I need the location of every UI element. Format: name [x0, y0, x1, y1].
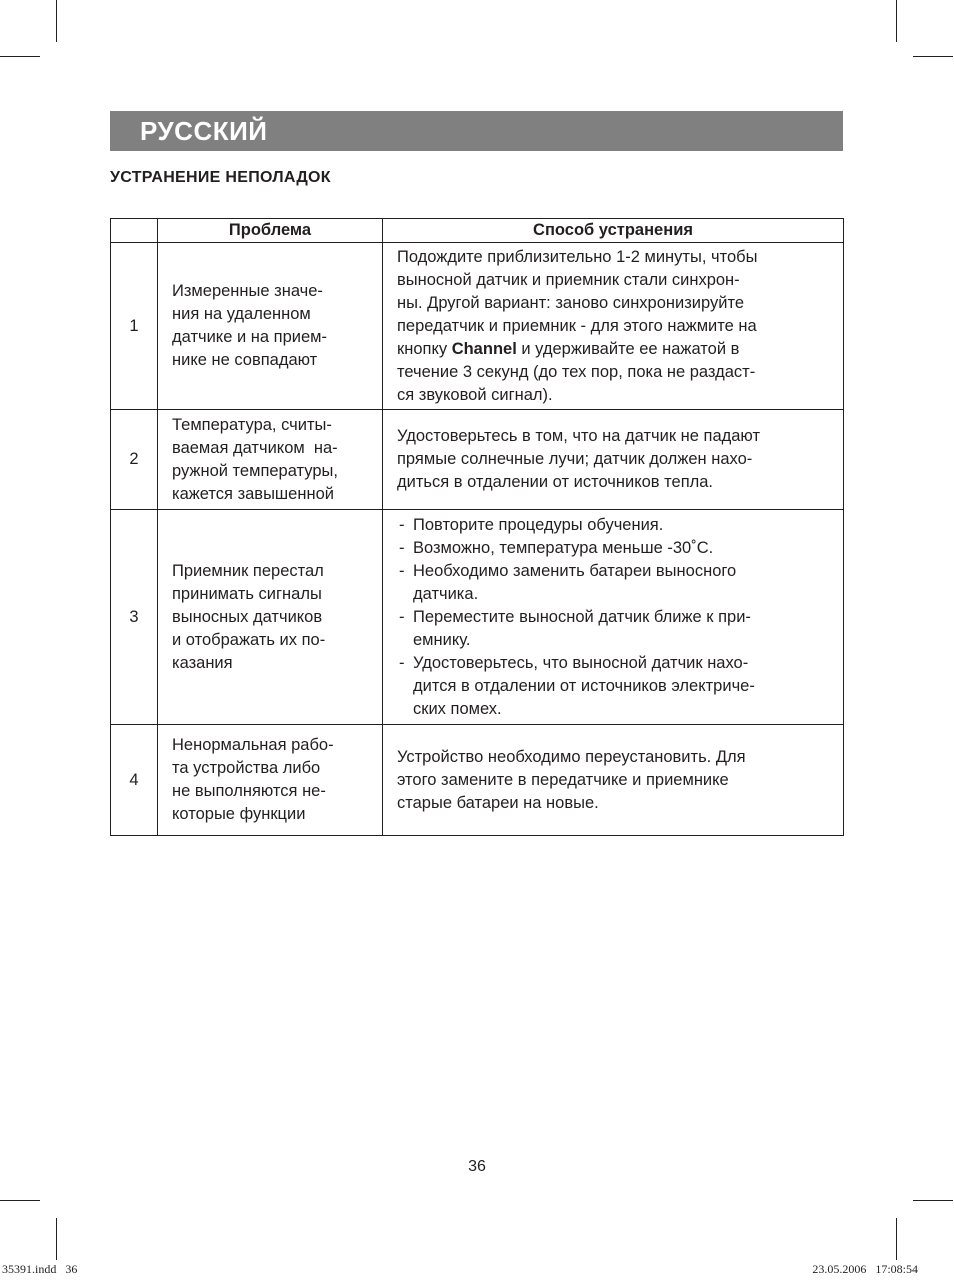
- slug-file: 35391.indd 36: [2, 1262, 78, 1276]
- solution-cell: [383, 725, 844, 836]
- solution-line: датчика.: [413, 584, 479, 603]
- problem-line: ружной температуры,: [172, 461, 338, 480]
- list-item: [397, 652, 835, 721]
- solution-line: ны. Другой вариант: заново синхронизируйте: [397, 293, 745, 312]
- solution-line: - Повторите процедуры обучения.: [413, 515, 664, 534]
- table-row: [111, 243, 844, 410]
- problem-line: Температура, считы-: [172, 415, 332, 434]
- crop-mark: [913, 1200, 953, 1201]
- problem-line: ния на удаленном: [172, 305, 311, 323]
- table-row: [111, 410, 844, 510]
- header-problem: Проблема: [158, 219, 383, 243]
- problem-line: Измеренные значе-: [172, 282, 323, 300]
- header-number: [111, 219, 158, 243]
- solution-line: Удостоверьтесь в том, что на датчик не падают: [397, 427, 760, 445]
- crop-mark: [0, 1200, 40, 1201]
- crop-mark: [56, 0, 57, 42]
- troubleshooting-table: [110, 218, 844, 836]
- solution-line: диться в отдалении от источников тепла.: [397, 473, 714, 491]
- table-row: [111, 725, 844, 836]
- solution-line: емнику.: [413, 630, 471, 649]
- problem-line: Приемник перестал: [172, 561, 324, 580]
- problem-line: не выполняются не-: [172, 782, 326, 800]
- solution-cell: [383, 510, 844, 725]
- solution-line: ских помех.: [413, 699, 502, 718]
- header-solution: Способ устранения: [383, 219, 844, 243]
- solution-list: [383, 514, 835, 721]
- problem-cell: [158, 243, 383, 410]
- section-title: УСТРАНЕНИЕ НЕПОЛАДОК: [110, 169, 331, 186]
- solution-cell: [383, 243, 844, 410]
- crop-mark: [913, 56, 953, 57]
- problem-line: и отображать их по-: [172, 630, 326, 649]
- solution-line: дится в отдалении от источников электриче-: [413, 676, 755, 695]
- problem-line: ваемая датчиком на-: [172, 438, 338, 457]
- problem-line: выносных датчиков: [172, 607, 323, 626]
- table-header-row: [111, 219, 844, 243]
- solution-line: течение 3 секунд (до тех пор, пока не раздаст-: [397, 362, 756, 381]
- row-number: 1: [111, 243, 158, 410]
- problem-line: та устройства либо: [172, 759, 321, 777]
- crop-mark: [0, 56, 40, 57]
- crop-mark: [896, 1218, 897, 1260]
- solution-line: этого замените в передатчике и приемнике: [397, 770, 729, 789]
- problem-cell: [158, 510, 383, 725]
- solution-line: - Удостоверьтесь, что выносной датчик нахо-: [413, 653, 749, 672]
- problem-cell: [158, 725, 383, 836]
- solution-line: Устройство необходимо переустановить. Для: [397, 747, 746, 766]
- solution-line: Подождите приблизительно 1-2 минуты, чтобы: [397, 247, 758, 266]
- problem-line: Ненормальная рабо-: [172, 736, 334, 754]
- solution-line: ся звуковой сигнал).: [397, 385, 553, 404]
- solution-line: передатчик и приемник - для этого нажмите на: [397, 316, 757, 335]
- problem-line: датчике и на прием-: [172, 328, 327, 346]
- solution-line: прямые солнечные лучи; датчик должен нахо-: [397, 450, 753, 468]
- row-number: 4: [111, 725, 158, 836]
- list-item: [397, 537, 835, 560]
- language-title: РУССКИЙ: [140, 115, 268, 146]
- language-banner: [110, 111, 843, 151]
- list-item: [397, 514, 835, 537]
- channel-button-name: Channel: [451, 339, 517, 358]
- problem-line: казания: [172, 653, 233, 672]
- solution-text: и удерживайте ее нажатой в: [516, 339, 740, 358]
- table-row: [111, 510, 844, 725]
- crop-mark: [56, 1218, 57, 1260]
- problem-line: принимать сигналы: [172, 584, 322, 603]
- list-item: [397, 606, 835, 652]
- row-number: 3: [111, 510, 158, 725]
- solution-line: - Переместите выносной датчик ближе к при-: [413, 607, 751, 626]
- solution-cell: [383, 410, 844, 510]
- solution-line: выносной датчик и приемник стали синхрон-: [397, 270, 740, 289]
- solution-line: старые батареи на новые.: [397, 793, 599, 812]
- slug-date: 23.05.2006 17:08:54: [812, 1262, 918, 1276]
- crop-mark: [896, 0, 897, 42]
- list-item: [397, 560, 835, 606]
- problem-cell: [158, 410, 383, 510]
- problem-line: нике не совпадают: [172, 351, 318, 369]
- solution-line: [397, 338, 835, 361]
- problem-line: кажется завышенной: [172, 484, 334, 503]
- solution-line: - Необходимо заменить батареи выносного: [413, 561, 737, 580]
- row-number: 2: [111, 410, 158, 510]
- solution-text: кнопку: [397, 339, 452, 358]
- problem-line: которые функции: [172, 805, 306, 823]
- solution-line: - Возможно, температура меньше -30˚С.: [413, 538, 714, 557]
- page-number: 36: [468, 1158, 486, 1175]
